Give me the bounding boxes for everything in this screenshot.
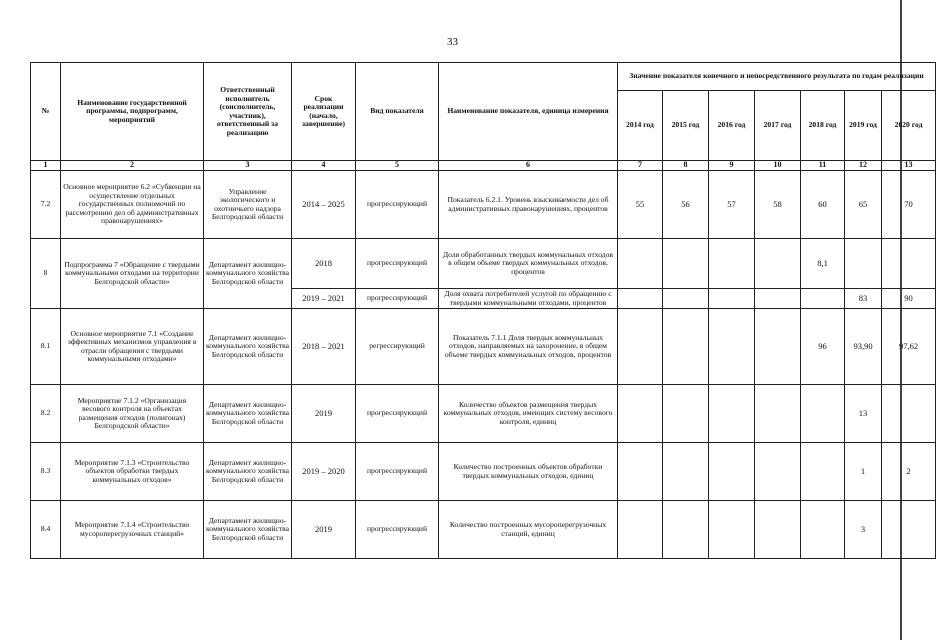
responsible-body: Управление экологического и охотничьего надзора Белгородской области: [204, 171, 292, 239]
value-2015: 56: [663, 171, 709, 239]
value-2014: [618, 443, 663, 501]
value-2018: [801, 289, 845, 309]
value-2017: [755, 443, 801, 501]
value-2018: [801, 385, 845, 443]
header-name: Наименование государственной программы, подпрограмм, мероприятий: [61, 63, 204, 161]
value-2019: 3: [845, 501, 882, 559]
column-number: 10: [755, 161, 801, 171]
table-row: [31, 309, 936, 385]
column-number: 11: [801, 161, 845, 171]
responsible-body: Департамент жилищно-коммунального хозяйства Белгородской области: [204, 309, 292, 385]
value-2018: 60: [801, 171, 845, 239]
value-2019: 83: [845, 289, 882, 309]
value-2014: [618, 385, 663, 443]
row-number: 8.2: [31, 385, 61, 443]
header-indicator-type: Вид показателя: [356, 63, 439, 161]
value-2019: [845, 239, 882, 289]
header-year-2017: 2017 год: [755, 91, 801, 161]
value-2017: [755, 309, 801, 385]
value-2015: [663, 385, 709, 443]
indicator-type: прогрессирующий: [356, 443, 439, 501]
value-2020: [882, 239, 936, 289]
indicator-name: Доля обработанных твердых коммунальных отходов в общем объеме твердых коммунальных отходов, процентов: [439, 239, 618, 289]
responsible-body: Департамент жилищно-коммунального хозяйства Белгородской области: [204, 501, 292, 559]
row-number: 8.1: [31, 309, 61, 385]
period: 2014 – 2025: [292, 171, 356, 239]
column-number: 13: [882, 161, 936, 171]
value-2014: [618, 501, 663, 559]
indicator-name: Показатель 6.2.1. Уровень взыскиваемости дел об административных правонарушениях, процентов: [439, 171, 618, 239]
period: 2019: [292, 501, 356, 559]
period: 2019 – 2021: [292, 289, 356, 309]
value-2014: [618, 289, 663, 309]
value-2018: 8,1: [801, 239, 845, 289]
table-row: [31, 239, 936, 289]
value-2015: [663, 309, 709, 385]
value-2014: [618, 239, 663, 289]
value-2015: [663, 239, 709, 289]
period: 2018: [292, 239, 356, 289]
value-2018: 96: [801, 309, 845, 385]
value-2019: 93,90: [845, 309, 882, 385]
indicators-table: [30, 62, 936, 559]
responsible-body: Департамент жилищно-коммунального хозяйства Белгородской области: [204, 239, 292, 309]
table-row: [31, 501, 936, 559]
header-year-2016: 2016 год: [709, 91, 755, 161]
indicator-type: прогрессирующий: [356, 289, 439, 309]
value-2015: [663, 501, 709, 559]
header-year-2020: 2020 год: [882, 91, 936, 161]
period: 2018 – 2021: [292, 309, 356, 385]
column-number-row: [31, 161, 936, 171]
header-year-2019: 2019 год: [845, 91, 882, 161]
value-2017: [755, 385, 801, 443]
table-row: [31, 443, 936, 501]
value-2020: 90: [882, 289, 936, 309]
value-2016: 57: [709, 171, 755, 239]
value-2020: 97,62: [882, 309, 936, 385]
value-2019: 65: [845, 171, 882, 239]
indicator-type: регрессирующий: [356, 309, 439, 385]
value-2016: [709, 309, 755, 385]
column-number: 4: [292, 161, 356, 171]
row-number: 8.3: [31, 443, 61, 501]
row-number: 8.4: [31, 501, 61, 559]
indicator-type: прогрессирующий: [356, 239, 439, 289]
measure-name: Основное мероприятие 7.1 «Создание эффективных механизмов управления в отрасли обращения с твердыми коммунальными отходами»: [61, 309, 204, 385]
column-number: 8: [663, 161, 709, 171]
header-period: Срок реализации (начало, завершение): [292, 63, 356, 161]
value-2018: [801, 443, 845, 501]
header-no: №: [31, 63, 61, 161]
value-2017: 58: [755, 171, 801, 239]
value-2015: [663, 289, 709, 309]
value-2020: [882, 385, 936, 443]
value-2016: [709, 239, 755, 289]
indicator-name: Количество объектов размещения твердых коммунальных отходов, имеющих систему весового контроля, единиц: [439, 385, 618, 443]
measure-name: Мероприятие 7.1.3 «Строительство объектов обработки твердых коммунальных отходов»: [61, 443, 204, 501]
indicator-type: прогрессирующий: [356, 171, 439, 239]
indicator-name: Показатель 7.1.1 Доля твердых коммунальных отходов, направляемых на захоронение, в общем объеме твердых коммунальных отходов, процентов: [439, 309, 618, 385]
value-2017: [755, 289, 801, 309]
header-year-2015: 2015 год: [663, 91, 709, 161]
column-number: 5: [356, 161, 439, 171]
responsible-body: Департамент жилищно-коммунального хозяйства Белгородской области: [204, 385, 292, 443]
value-2020: [882, 501, 936, 559]
value-2016: [709, 289, 755, 309]
value-2016: [709, 501, 755, 559]
header-year-2018: 2018 год: [801, 91, 845, 161]
measure-name: Основное мероприятие 6.2 «Субвенции на осуществление отдельных государственных полномочий по рассмотрению дел об административных правонарушениях»: [61, 171, 204, 239]
value-2017: [755, 239, 801, 289]
value-2019: 1: [845, 443, 882, 501]
table-row: [31, 171, 936, 239]
header-year-2014: 2014 год: [618, 91, 663, 161]
column-number: 1: [31, 161, 61, 171]
value-2016: [709, 443, 755, 501]
value-2020: 70: [882, 171, 936, 239]
measure-name: Подпрограмма 7 «Обращение с твердыми коммунальными отходами на территории Белгородской области»: [61, 239, 204, 309]
row-number: 8: [31, 239, 61, 309]
value-2020: 2: [882, 443, 936, 501]
header-responsible: Ответственный исполнитель (соисполнитель, участник), ответственный за реализацию: [204, 63, 292, 161]
period: 2019 – 2020: [292, 443, 356, 501]
header-indicator-name: Наименование показателя, единица измерения: [439, 63, 618, 161]
header-value-group: Значение показателя конечного и непосредственного результата по годам реализации: [618, 63, 936, 91]
measure-name: Мероприятие 7.1.4 «Строительство мусороперегрузочных станций»: [61, 501, 204, 559]
page-number: 33: [447, 36, 458, 48]
column-number: 2: [61, 161, 204, 171]
column-number: 7: [618, 161, 663, 171]
period: 2019: [292, 385, 356, 443]
value-2014: [618, 309, 663, 385]
value-2014: 55: [618, 171, 663, 239]
indicator-type: прогрессирующий: [356, 385, 439, 443]
measure-name: Мероприятие 7.1.2 «Организация весового контроля на объектах размещения отходов (полигонах) Белгородской области»: [61, 385, 204, 443]
indicator-type: прогрессирующий: [356, 501, 439, 559]
responsible-body: Департамент жилищно-коммунального хозяйства Белгородской области: [204, 443, 292, 501]
column-number: 3: [204, 161, 292, 171]
column-number: 12: [845, 161, 882, 171]
table-row: [31, 385, 936, 443]
value-2015: [663, 443, 709, 501]
row-number: 7.2: [31, 171, 61, 239]
value-2019: 13: [845, 385, 882, 443]
indicator-name: Доля охвата потребителей услугой по обращению с твердыми коммунальными отходами, процентов: [439, 289, 618, 309]
value-2017: [755, 501, 801, 559]
column-number: 9: [709, 161, 755, 171]
value-2018: [801, 501, 845, 559]
column-number: 6: [439, 161, 618, 171]
indicator-name: Количество построенных мусороперегрузочных станций, единиц: [439, 501, 618, 559]
value-2016: [709, 385, 755, 443]
indicator-name: Количество построенных объектов обработки твердых коммунальных отходов, единиц: [439, 443, 618, 501]
